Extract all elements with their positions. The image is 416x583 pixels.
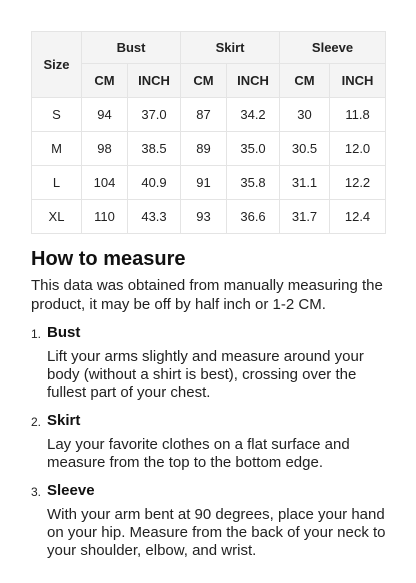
- step-title-row: [0, 480, 416, 502]
- size-cell: M: [32, 132, 82, 166]
- sleeve-group-header: Sleeve: [280, 32, 386, 64]
- bust-group-header: Bust: [82, 32, 181, 64]
- value-cell: 12.2: [330, 166, 386, 200]
- table-row: [32, 132, 386, 166]
- bust-inch-header: INCH: [128, 64, 181, 98]
- table-row: [32, 98, 386, 132]
- step-title-row: [0, 410, 416, 432]
- step-title: Bust: [47, 324, 81, 341]
- value-cell: 104: [82, 166, 128, 200]
- value-cell: 34.2: [227, 98, 280, 132]
- value-cell: 31.7: [280, 200, 330, 234]
- value-cell: 31.1: [280, 166, 330, 200]
- value-cell: 43.3: [128, 200, 181, 234]
- value-cell: 35.8: [227, 166, 280, 200]
- table-header-row-units: [32, 64, 386, 98]
- size-cell: L: [32, 166, 82, 200]
- value-cell: 36.6: [227, 200, 280, 234]
- step-sleeve: [0, 480, 416, 560]
- size-cell: XL: [32, 200, 82, 234]
- step-description: With your arm bent at 90 degrees, place your hand on your hip. Measure from the back of your neck to your shoulder, elbow, and wrist.: [47, 506, 386, 559]
- table-header-row-groups: [32, 32, 386, 64]
- value-cell: 93: [181, 200, 227, 234]
- size-chart-table: [31, 31, 386, 234]
- value-cell: 30.5: [280, 132, 330, 166]
- how-to-measure-heading: How to measure: [31, 248, 186, 270]
- measure-steps-list: [0, 322, 416, 568]
- skirt-group-header: Skirt: [181, 32, 280, 64]
- step-title-row: [0, 322, 416, 344]
- value-cell: 89: [181, 132, 227, 166]
- value-cell: 40.9: [128, 166, 181, 200]
- value-cell: 30: [280, 98, 330, 132]
- bust-cm-header: CM: [82, 64, 128, 98]
- value-cell: 91: [181, 166, 227, 200]
- skirt-cm-header: CM: [181, 64, 227, 98]
- step-bust: [0, 322, 416, 402]
- sleeve-inch-header: INCH: [330, 64, 386, 98]
- value-cell: 12.4: [330, 200, 386, 234]
- step-description: Lay your favorite clothes on a flat surface and measure from the top to the bottom edge.: [47, 436, 350, 471]
- step-title: Sleeve: [47, 482, 95, 499]
- table-row: [32, 200, 386, 234]
- step-number: 2.: [31, 415, 42, 429]
- value-cell: 12.0: [330, 132, 386, 166]
- sleeve-cm-header: CM: [280, 64, 330, 98]
- how-to-measure-intro: This data was obtained from manually measuring the product, it may be off by half inch or 1-2 CM.: [31, 277, 383, 313]
- value-cell: 94: [82, 98, 128, 132]
- size-cell: S: [32, 98, 82, 132]
- value-cell: 110: [82, 200, 128, 234]
- step-number: 1.: [31, 327, 42, 341]
- step-title: Skirt: [47, 412, 81, 429]
- table-row: [32, 166, 386, 200]
- value-cell: 38.5: [128, 132, 181, 166]
- skirt-inch-header: INCH: [227, 64, 280, 98]
- step-skirt: [0, 410, 416, 472]
- step-description: Lift your arms slightly and measure around your body (without a shirt is best), crossing over the fullest part of your chest.: [47, 348, 364, 401]
- value-cell: 37.0: [128, 98, 181, 132]
- value-cell: 98: [82, 132, 128, 166]
- value-cell: 11.8: [330, 98, 386, 132]
- value-cell: 35.0: [227, 132, 280, 166]
- size-column-header: Size: [32, 32, 82, 98]
- value-cell: 87: [181, 98, 227, 132]
- step-number: 3.: [31, 485, 42, 499]
